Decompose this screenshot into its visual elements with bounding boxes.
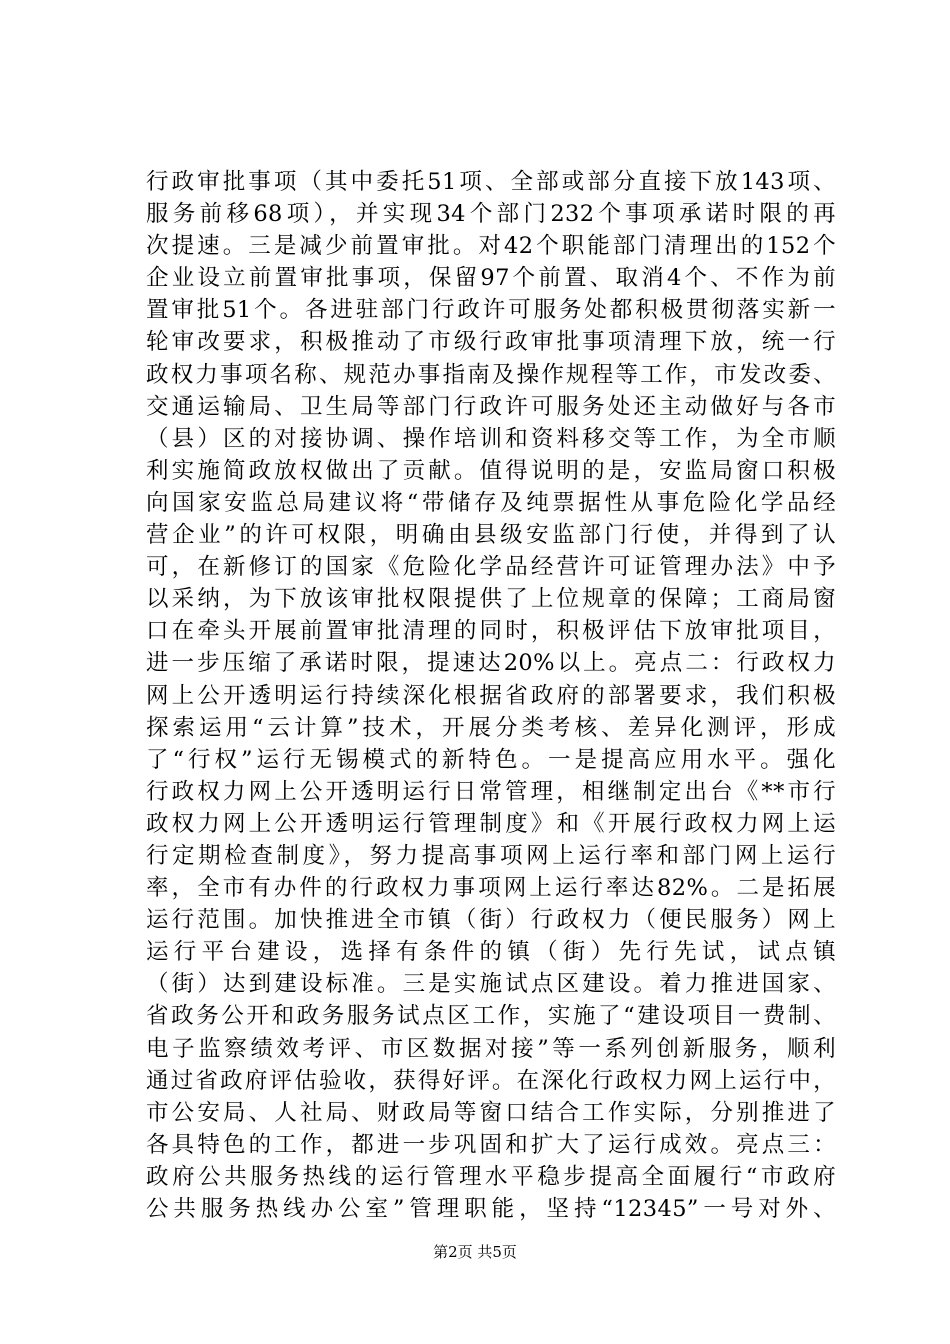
text-line: 了“行权”运行无锡模式的新特色。一是提高应用水平。强化 (146, 746, 836, 773)
text-line: 利实施简政放权做出了贡献。值得说明的是，安监局窗口积极 (146, 457, 836, 484)
text-line: 省政务公开和政务服务试点区工作，实施了“建设项目一费制、 (146, 1003, 836, 1030)
text-line: 进一步压缩了承诺时限，提速达20%以上。亮点二：行政权力 (146, 650, 836, 677)
text-line: （街）达到建设标准。三是实施试点区建设。着力推进国家、 (146, 971, 836, 998)
text-line: 企业设立前置审批事项，保留97个前置、取消4个、不作为前 (146, 265, 836, 292)
text-line: 运行范围。加快推进全市镇（街）行政权力（便民服务）网上 (146, 907, 836, 934)
text-line: （县）区的对接协调、操作培训和资料移交等工作，为全市顺 (146, 425, 836, 452)
text-line: 率，全市有办件的行政权力事项网上运行率达82%。二是拓展 (146, 875, 836, 902)
text-line: 市公安局、人社局、财政局等窗口结合工作实际，分别推进了 (146, 1099, 836, 1126)
text-line: 运行平台建设，选择有条件的镇（街）先行先试，试点镇 (146, 939, 836, 966)
text-line: 向国家安监总局建议将“带储存及纯票据性从事危险化学品经 (146, 489, 836, 516)
text-line: 行定期检查制度》，努力提高事项网上运行率和部门网上运行 (146, 842, 836, 869)
text-line: 政府公共服务热线的运行管理水平稳步提高全面履行“市政府 (146, 1163, 836, 1190)
text-line: 轮审改要求，积极推动了市级行政审批事项清理下放，统一行 (146, 329, 836, 356)
text-line: 各具特色的工作，都进一步巩固和扩大了运行成效。亮点三： (146, 1131, 836, 1158)
text-line: 政权力网上公开透明运行管理制度》和《开展行政权力网上运 (146, 810, 836, 837)
body-text (146, 166, 836, 1225)
text-line: 电子监察绩效考评、市区数据对接”等一系列创新服务，顺利 (146, 1035, 836, 1062)
text-line: 行政审批事项（其中委托51项、全部或部分直接下放143项、 (146, 169, 836, 195)
text-line: 政权力事项名称、规范办事指南及操作规程等工作，市发改委、 (146, 361, 836, 388)
text-line: 行政权力网上公开透明运行日常管理，相继制定出台《**市行 (146, 778, 836, 805)
text-line: 口在牵头开展前置审批清理的同时，积极评估下放审批项目， (146, 618, 836, 645)
text-line: 服务前移68项），并实现34个部门232个事项承诺时限的再 (146, 201, 836, 228)
page-footer: 第2页 共5页 (433, 1243, 517, 1261)
text-line: 以采纳，为下放该审批权限提供了上位规章的保障；工商局窗 (146, 586, 836, 613)
text-line: 通过省政府评估验收，获得好评。在深化行政权力网上运行中， (146, 1067, 836, 1094)
text-line: 次提速。三是减少前置审批。对42个职能部门清理出的152个 (146, 233, 836, 260)
text-line: 置审批51个。各进驻部门行政许可服务处都积极贯彻落实新一 (146, 297, 836, 324)
text-line: 营企业”的许可权限，明确由县级安监部门行使，并得到了认 (146, 522, 836, 549)
text-line: 探索运用“云计算”技术，开展分类考核、差异化测评，形成 (146, 714, 836, 741)
text-line: 交通运输局、卫生局等部门行政许可服务处还主动做好与各市 (146, 393, 836, 420)
text-line: 可，在新修订的国家《危险化学品经营许可证管理办法》中予 (146, 554, 836, 581)
text-line: 网上公开透明运行持续深化根据省政府的部署要求，我们积极 (146, 682, 836, 709)
text-line: 公共服务热线办公室”管理职能，坚持“12345”一号对外、 (146, 1196, 836, 1222)
